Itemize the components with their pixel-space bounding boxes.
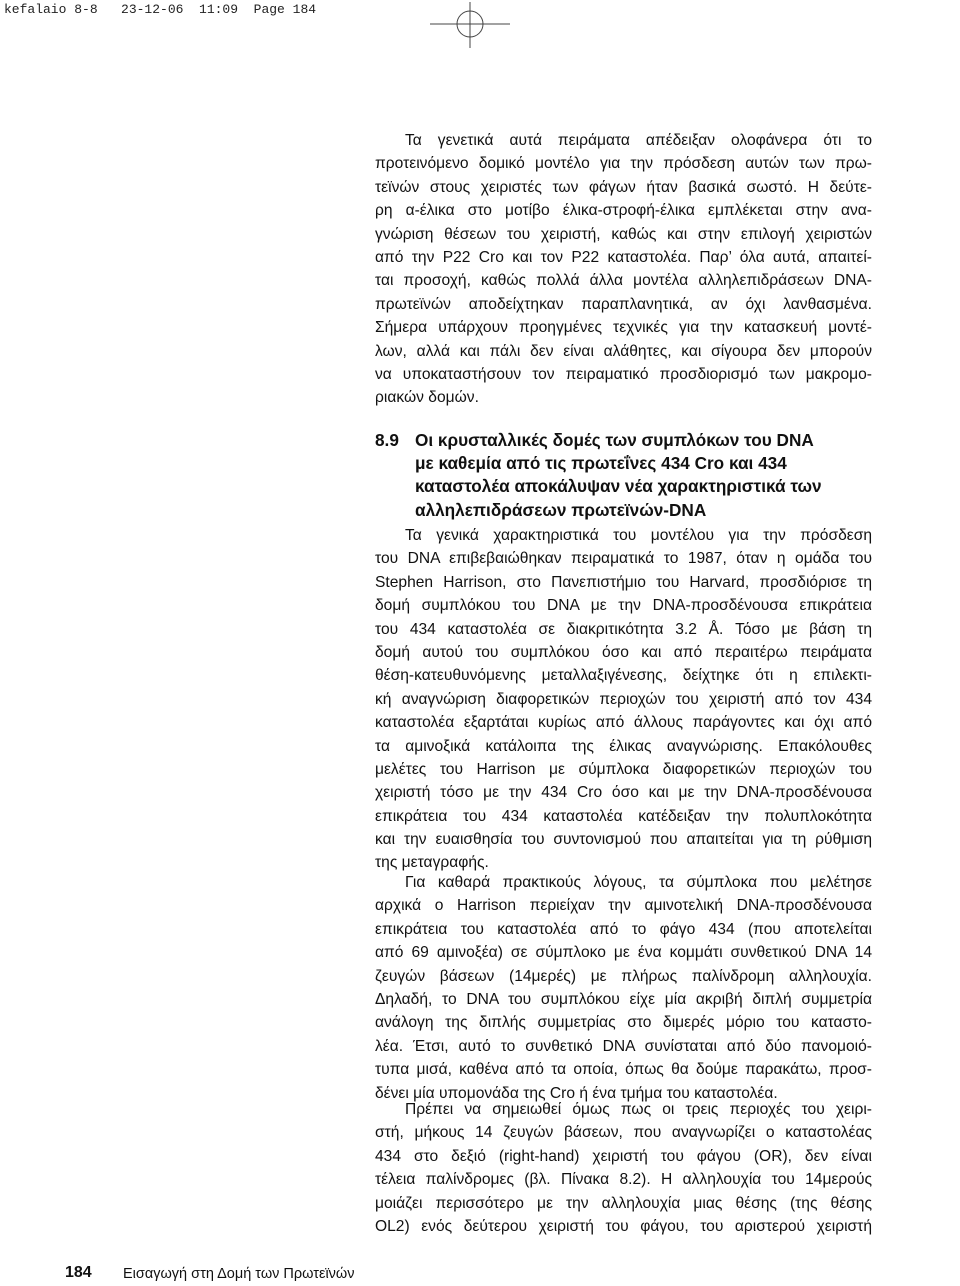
text-line: ζευγών βάσεων (14μερές) με πλήρως παλίνδρομη αλληλουχία. [375, 967, 872, 985]
section-number: 8.9 [375, 430, 399, 450]
text-line: λων, αλλά και πάλι δεν είναι αλάθητες, και σίγουρα δεν μπορούν [375, 342, 872, 360]
section-title-line-4: αλληλεπιδράσεων πρωτεϊνών-DNA [415, 499, 707, 520]
text-line: αρχικά ο Harrison περιείχαν την αμινοτελική DNA-προσδένουσα [375, 897, 872, 915]
section-heading [375, 429, 872, 522]
registration-mark-icon [430, 2, 510, 48]
text-line: δομή συμπλόκου του DNA με την DNA-προσδένουσα επικράτεια [375, 597, 872, 615]
text-line: χειριστή τόσο με την 434 Cro όσο και με την DNA-προσδένουσα [375, 784, 872, 802]
text-line: ρη α-έλικα στο μοτίβο έλικα-στροφή-έλικα εμπλέκεται στην ανα- [375, 202, 872, 220]
section-heading-line [375, 429, 872, 452]
text-line: να υποκαταστήσουν τον πειραματικό προσδιορισμό των μακρομο- [375, 365, 872, 383]
text-line: θέση-κατευθυνόμενης μεταλλαξιγένεσης, δείχτηκε ότι η επιλεκτι- [375, 667, 872, 685]
text-line: γνώριση θέσεων του χειριστή, καθώς και στην επιλογή χειριστών [375, 225, 872, 243]
paragraph-4 [375, 1098, 872, 1238]
page-footer [0, 1264, 960, 1286]
text-line: του 434 καταστολέα σε διακριτικότητα 3.2 Å. Τόσο με βάση τη [375, 620, 872, 638]
running-title: Εισαγωγή στη Δομή των Πρωτεϊνών [123, 1266, 355, 1282]
text-line: επικράτεια του καταστολέα από το φάγο 434 (που αποτελείται [375, 920, 872, 938]
text-line: μοιάζει περισσότερο με την αλληλουχία μιας θέσης (της θέσης [375, 1194, 872, 1212]
text-line: ριακών δομών. [375, 389, 479, 407]
print-slug: kefalaio 8-8 23-12-06 11:09 Page 184 [4, 2, 317, 17]
text-line: Τα γενικά χαρακτηριστικά του μοντέλου για την πρόσδεση [405, 527, 872, 544]
text-line: από 69 αμινοξέα) σε σύμπλοκο με ένα κομμάτι συνθετικού DNA 14 [375, 944, 872, 962]
text-line: και την ευαισθησία του συντονισμού που απαιτείται για τη ρύθμιση [375, 831, 872, 849]
paragraph-3 [375, 871, 872, 1105]
text-line: μελέτες του Harrison με σύμπλοκα διαφορετικών περιοχών του [375, 760, 872, 778]
text-line: δένει μία υπομονάδα της Cro ή ένα τμήμα του καταστολέα. [375, 1084, 778, 1102]
text-line: Stephen Harrison, στο Πανεπιστήμιο του Harvard, προσδιόρισε τη [375, 573, 872, 591]
text-line: του DNA επιβεβαιώθηκαν πειραματικά το 1987, όταν η ομάδα του [375, 550, 872, 568]
text-line: Πρέπει να σημειωθεί όμως πως οι τρεις περιοχές του χειρι- [405, 1101, 872, 1118]
paragraph-1 [375, 129, 872, 410]
text-line: της μεταγραφής. [375, 854, 489, 872]
text-line: ται προσοχή, καθώς πολλά άλλα μοντέλα αλληλεπιδράσεων DNA- [375, 272, 872, 290]
section-title-line-2: με καθεμία από τις πρωτεΐνες 434 Cro και 434 [415, 453, 787, 474]
text-line: προτεινόμενο δομικό μοντέλο για την πρόσδεση αυτών των πρω- [375, 155, 872, 173]
text-line: Σήμερα υπάρχουν προηγμένες τεχνικές για την κατασκευή μοντέ- [375, 319, 872, 337]
text-line: τέλεια παλίνδρομες (βλ. Πίνακα 8.2). Η αλληλουχία του 14μερούς [375, 1171, 872, 1189]
text-line: ανάλογη της διπλής συμμετρίας στο διμερές μόριο του καταστο- [375, 1014, 872, 1032]
text-line: OL2) ενός δεύτερου χειριστή του φάγου, του αριστερού χειριστή [375, 1217, 872, 1235]
text-line: δομή αυτού του συμπλόκου όσο και από περαιτέρω πειράματα [375, 643, 872, 661]
text-line: κή αναγνώριση διαφορετικών περιοχών του χειριστή από τον 434 [375, 690, 872, 708]
text-line: πρωτεϊνών αποδείχτηκαν παραπλανητικά, αν όχι λανθασμένα. [375, 295, 872, 313]
text-line: στή, μήκους 14 ζευγών βάσεων, που αναγνωρίζει ο καταστολέας [375, 1124, 872, 1142]
text-line: 434 στο δεξιό (right-hand) χειριστή του φάγου (OR), δεν είναι [375, 1147, 872, 1165]
section-title-line-3: καταστολέα αποκάλυψαν νέα χαρακτηριστικά των [415, 476, 822, 497]
text-line: Τα γενετικά αυτά πειράματα απέδειξαν ολοφάνερα ότι το [405, 132, 872, 149]
text-line: Για καθαρά πρακτικούς λόγους, τα σύμπλοκα που μελέτησε [405, 874, 872, 891]
text-line: Δηλαδή, το DNA του συμπλόκου είχε μία ακριβή διπλή συμμετρία [375, 990, 872, 1008]
text-line: από την P22 Cro και τον P22 καταστολέα. Παρ’ όλα αυτά, απαιτεί- [375, 248, 872, 266]
text-line: επικράτεια του 434 καταστολέα κατέδειξαν την πολυπλοκότητα [375, 807, 872, 825]
text-line: τυπα μισά, καθένα από τα οποία, όπως θα δούμε παρακάτω, προσ- [375, 1061, 872, 1079]
section-title-line-1: Οι κρυσταλλικές δομές των συμπλόκων του DNA [415, 430, 814, 450]
paragraph-2 [375, 524, 872, 875]
text-line: τα αμινοξικά κατάλοιπα της έλικας αναγνώρισης. Επακόλουθες [375, 737, 872, 755]
text-line: λέα. Έτσι, αυτό το συνθετικό DNA συνίσταται από δύο πανομοιό- [375, 1037, 872, 1055]
text-line: τεϊνών στους χειριστές των φάγων ήταν βασικά σωστό. Η δεύτε- [375, 178, 872, 196]
text-line: καταστολέα εξαρτάται κυρίως από άλλους παράγοντες και όχι από [375, 714, 872, 732]
page-number: 184 [65, 1264, 92, 1281]
